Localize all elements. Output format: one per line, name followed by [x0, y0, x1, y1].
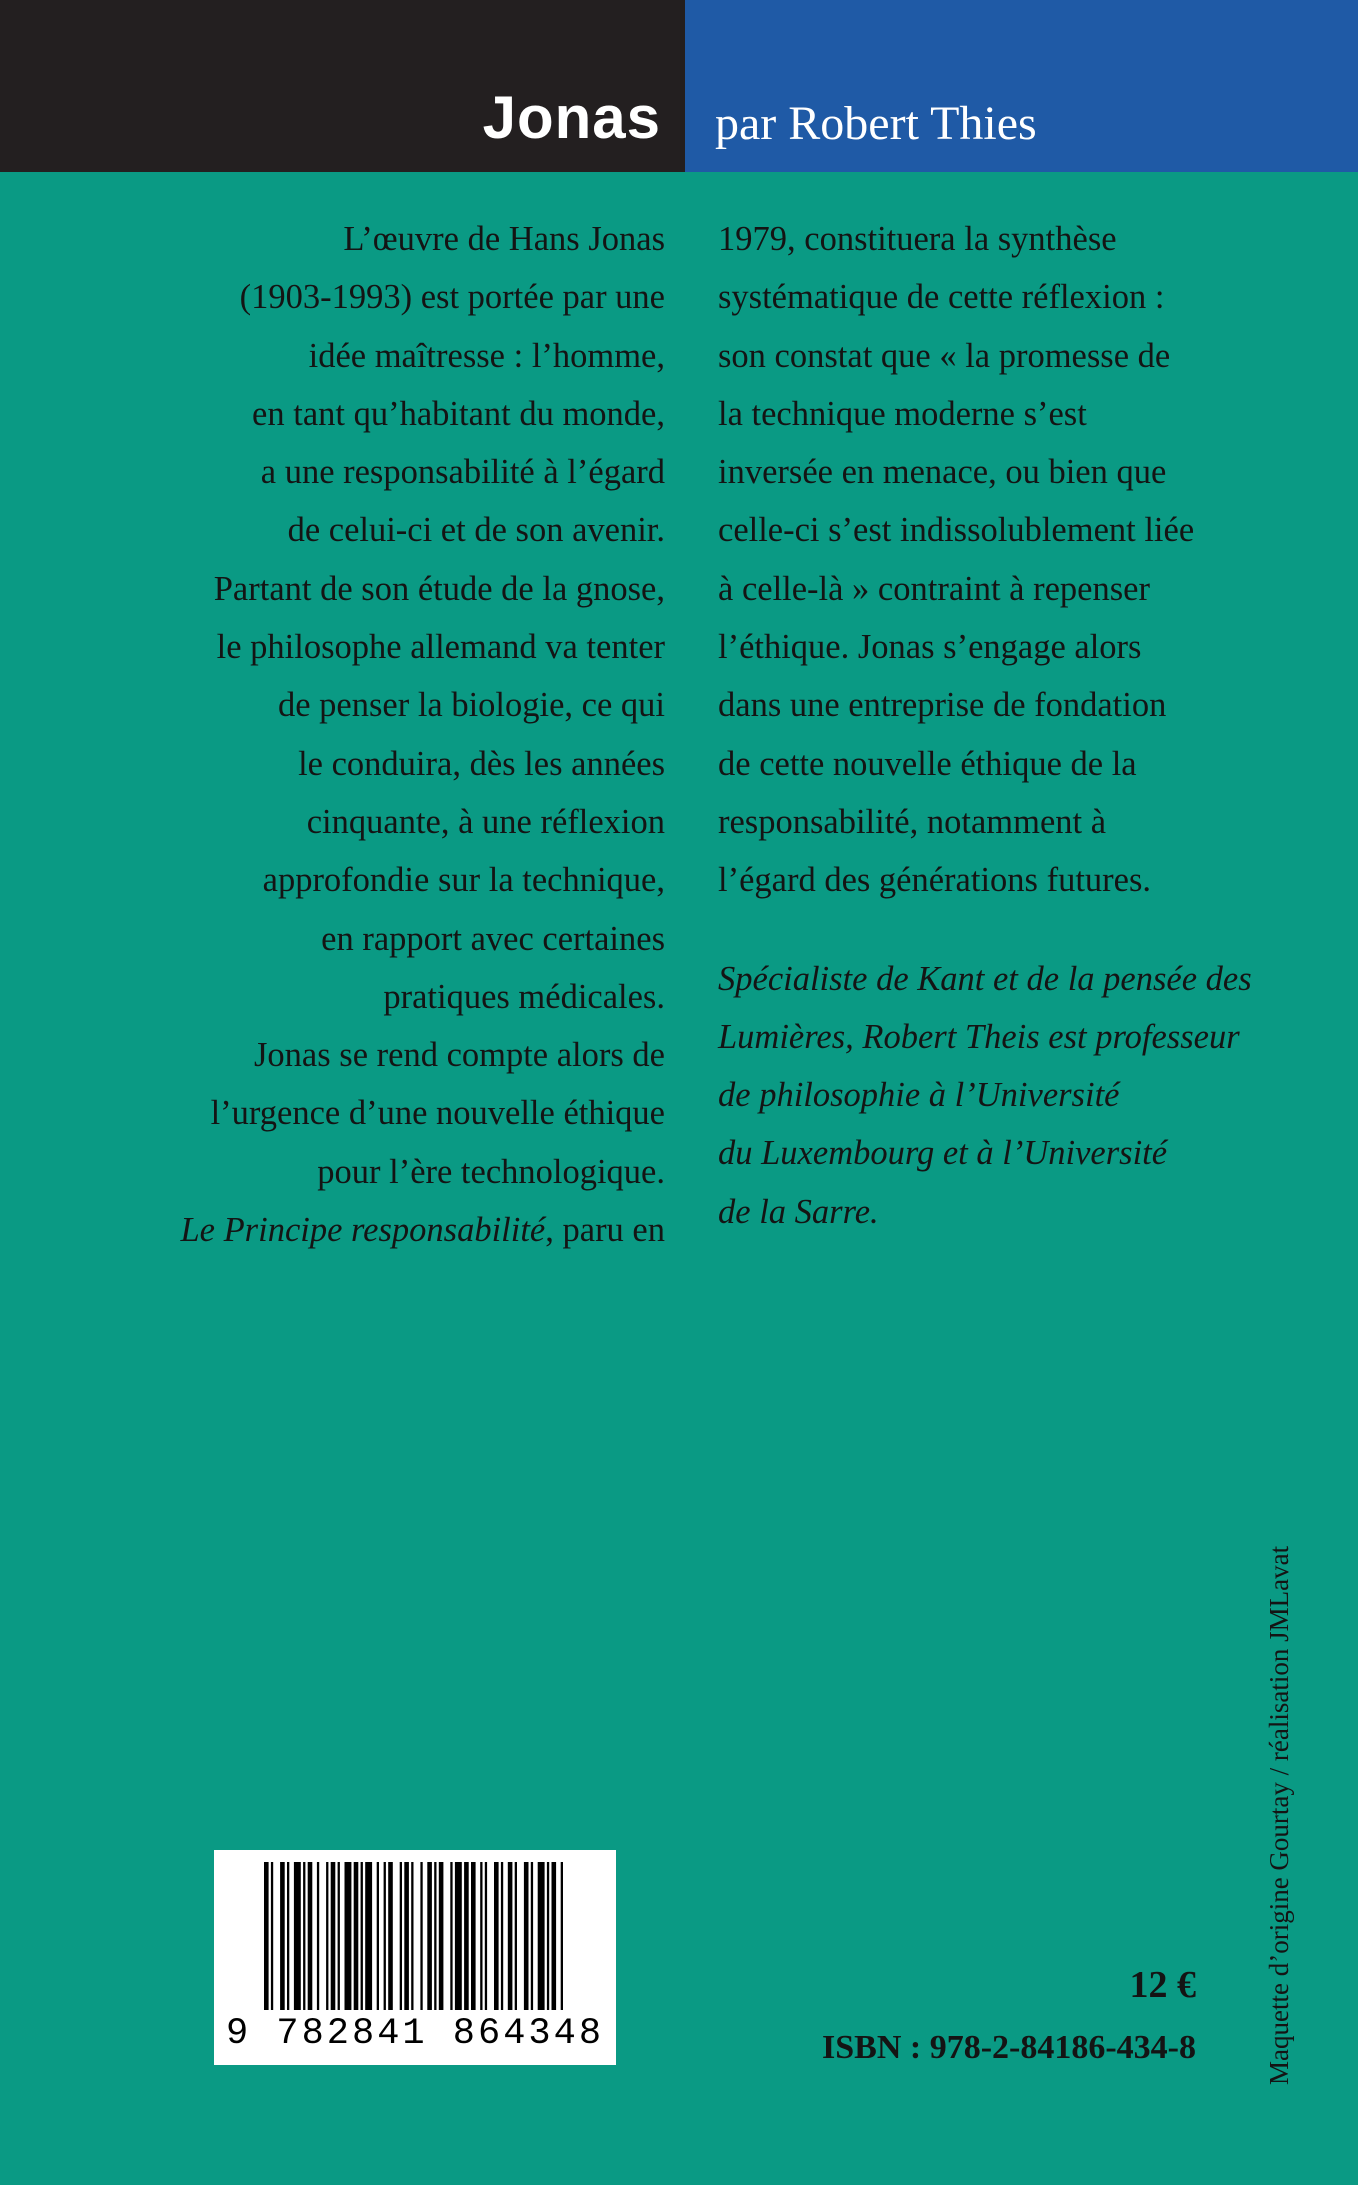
- summary-line: le philosophe allemand va tenter: [216, 628, 665, 667]
- barcode-bar: [471, 1862, 476, 2010]
- barcode-bar: [439, 1862, 444, 2010]
- book-title-author: Jonas: [482, 84, 661, 151]
- author-bio-line: de philosophie à l’Université: [718, 1076, 1120, 1115]
- barcode-bar: [280, 1862, 285, 2010]
- barcode-bar: [388, 1862, 393, 2010]
- barcode-bar: [303, 1862, 305, 2010]
- barcode-bar: [531, 1862, 533, 2010]
- summary-line: Jonas se rend compte alors de: [253, 1036, 665, 1075]
- work-title: Le Principe responsabilité: [180, 1211, 546, 1250]
- barcode-bar: [427, 1862, 432, 2010]
- summary-left-column: [120, 210, 665, 1259]
- barcode-bar: [508, 1862, 513, 2010]
- barcode-bar: [326, 1862, 328, 2010]
- barcode-bar: [538, 1862, 545, 2010]
- isbn: ISBN : 978-2-84186-434-8: [822, 2029, 1196, 2066]
- barcode-bar: [434, 1862, 436, 2010]
- summary-line: de penser la biologie, ce qui: [277, 686, 665, 725]
- barcode-bar: [455, 1862, 462, 2010]
- barcode-bar: [264, 1862, 269, 2010]
- summary-line: en rapport avec certaines: [321, 919, 665, 958]
- barcode-bar: [317, 1862, 319, 2010]
- barcode-bar: [552, 1862, 557, 2010]
- barcode-bar: [480, 1862, 482, 2010]
- barcode-bar: [271, 1862, 273, 2010]
- barcode-bar: [384, 1862, 386, 2010]
- summary-line: inversée en menace, ou bien que: [718, 453, 1167, 492]
- design-credit: Maquette d’origine Gourtay / réalisation JMLavat: [1264, 1545, 1294, 2085]
- summary-line: l’éthique. Jonas s’engage alors: [718, 628, 1142, 667]
- summary-line: responsabilité, notamment à: [718, 802, 1107, 841]
- barcode-bar: [377, 1862, 379, 2010]
- barcode-bar: [524, 1862, 529, 2010]
- summary-line: la technique moderne s’est: [718, 394, 1087, 433]
- barcode-bar: [450, 1862, 452, 2010]
- summary-line: pour l’ère technologique.: [317, 1152, 665, 1191]
- summary-line: approfondie sur la technique,: [262, 861, 665, 900]
- barcode-bar: [345, 1862, 352, 2010]
- summary-line: a une responsabilité à l’égard: [260, 453, 665, 492]
- summary-line-last: [120, 1201, 665, 1259]
- price: 12 €: [1129, 1964, 1196, 2006]
- summary-line: en tant qu’habitant du monde,: [252, 394, 665, 433]
- summary-line: de cette nouvelle éthique de la: [718, 744, 1137, 783]
- barcode-bar: [365, 1862, 372, 2010]
- barcode-bar: [485, 1862, 487, 2010]
- barcode-bar: [561, 1862, 563, 2010]
- summary-line: cinquante, à une réflexion: [306, 802, 665, 841]
- summary-line: le conduira, dès les années: [298, 744, 665, 783]
- barcode-bar: [420, 1862, 422, 2010]
- summary-line: dans une entreprise de fondation: [718, 686, 1167, 725]
- barcode-bar: [547, 1862, 549, 2010]
- barcode-bar: [308, 1862, 313, 2010]
- barcode-bar: [354, 1862, 359, 2010]
- work-title-suffix: , paru en: [545, 1211, 665, 1250]
- barcode-bar: [404, 1862, 409, 2010]
- barcode-bars: [264, 1862, 566, 2010]
- barcode-bar: [501, 1862, 503, 2010]
- barcode-bar: [287, 1862, 289, 2010]
- author-bio-line: de la Sarre.: [718, 1192, 879, 1231]
- barcode-bar: [494, 1862, 499, 2010]
- summary-line: celle-ci s’est indissolublement liée: [718, 511, 1195, 550]
- barcode-bar: [464, 1862, 469, 2010]
- summary-line: de celui-ci et de son avenir.: [287, 511, 665, 550]
- barcode-bar: [331, 1862, 336, 2010]
- summary-line: Partant de son étude de la gnose,: [213, 569, 665, 608]
- author-bio-line: du Luxembourg et à l’Université: [718, 1134, 1168, 1173]
- barcode: [214, 1850, 616, 2065]
- barcode-bar: [338, 1862, 340, 2010]
- book-byline: par Robert Thies: [715, 97, 1037, 150]
- summary-line: systématique de cette réflexion :: [718, 278, 1165, 317]
- author-bio-line: Lumières, Robert Theis est professeur: [718, 1017, 1240, 1056]
- summary-line: l’urgence d’une nouvelle éthique: [210, 1094, 665, 1133]
- barcode-bar: [361, 1862, 363, 2010]
- summary-line: (1903-1993) est portée par une: [239, 278, 665, 317]
- author-bio-line: Spécialiste de Kant et de la pensée des: [718, 959, 1252, 998]
- summary-line: idée maîtresse : l’homme,: [308, 336, 665, 375]
- summary-line: l’égard des générations futures.: [718, 861, 1152, 900]
- barcode-bar: [400, 1862, 402, 2010]
- summary-right-column: [718, 210, 1278, 1241]
- barcode-bar: [294, 1862, 301, 2010]
- paragraph-gap: [718, 910, 1278, 950]
- summary-line: à celle-là » contraint à repenser: [718, 569, 1150, 608]
- summary-line: 1979, constituera la synthèse: [718, 220, 1117, 258]
- summary-line: pratiques médicales.: [383, 977, 665, 1016]
- header-blue-band: [685, 0, 1358, 172]
- barcode-bar: [515, 1862, 517, 2010]
- summary-line: son constat que « la promesse de: [718, 336, 1171, 375]
- barcode-bar: [411, 1862, 413, 2010]
- header-dark-band: [0, 0, 685, 172]
- summary-line: L’œuvre de Hans Jonas: [343, 220, 665, 258]
- barcode-digits: 9 782841 864348: [225, 2013, 605, 2055]
